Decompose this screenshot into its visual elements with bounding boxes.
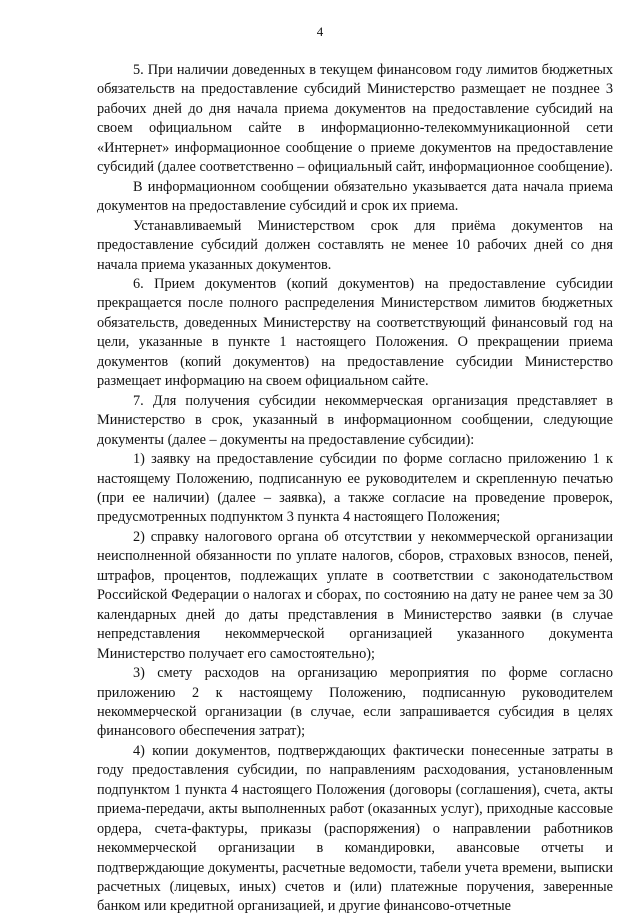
page-number: 4 [316,24,324,39]
paragraph-7-item-2: 2) справку налогового органа об отсутствии у некоммерческой организации неисполненной обязанности по уплате налогов, сборов, страховых взносов, пеней, штрафов, процентов, подлежащих уплате в соответствии с законодательством Российской Федерации о налогах и сборах, по состоянию на дату не ранее чем за 30 календарных дней до даты представления в Министерство заявки (в случае непредставления некоммерческой организацией указанного документа Министерство получает его самостоятельно); [97,528,613,662]
paragraph-7-item-3: 3) смету расходов на организацию мероприятия по форме согласно приложению 2 к настоящему Положению, подписанную руководителем некоммерческой организации (в случае, если запрашивается субсидия в целях финансового обеспечения затрат); [97,665,613,740]
paragraph-5-dates: В информационном сообщении обязательно указывается дата начала приема документов на предоставление субсидий и срок их приема. [97,178,613,215]
paragraph-6-termination: 6. Прием документов (копий документов) на предоставление субсидии прекращается после полного распределения Министерством лимитов бюджетных обязательств, доведенных Министерству на соответствующий финансовый год на цели, указанные в пункте 1 настоящего Положения. О прекращении приема документов (копий документов) на предоставление субсидии Министерство размещает информацию на своем официальном сайте. [97,275,613,390]
document-body [97,61,613,917]
paragraph-7-item-1: 1) заявку на предоставление субсидии по форме согласно приложению 1 к настоящему Положению, подписанную ее руководителем и скрепленную печатью (при ее наличии) (далее – заявка), а также согласие на проведение проверок, предусмотренных подпунктом 3 пункта 4 настоящего Положения; [97,451,613,526]
paragraph-5-notice: 5. При наличии доведенных в текущем финансовом году лимитов бюджетных обязательств на предоставление субсидий Министерство размещает не позднее 3 рабочих дней до дня начала приема документов на предоставление субсидий на своем официальном сайте в информационно-телекоммуникационной сети «Интернет» информационное сообщение о приеме документов на предоставление субсидий (далее соответственно – официальный сайт, информационное сообщение). [97,62,613,176]
paragraph-7-intro: 7. Для получения субсидии некоммерческая организация представляет в Министерство в срок, указанный в информационном сообщении, следующие документы (далее – документы на предоставление субсидии): [97,392,613,448]
paragraph-5-term: Устанавливаемый Министерством срок для приёма документов на предоставление субсидий должен составлять не менее 10 рабочих дней со дня начала приема указанных документов. [97,217,613,273]
paragraph-7-item-4: 4) копии документов, подтверждающих фактически понесенные затраты в году предоставления субсидии, по направлениям расходования, установленным подпунктом 1 пункта 4 настоящего Положения (договоры (соглашения), счета, акты приема-передачи, акты выполненных работ (оказанных услуг), приходные кассовые ордера, счета-фактуры, приказы (распоряжения) о направлении работников некоммерческой организации в командировки, авансовые отчеты и подтверждающие документы, расчетные ведомости, табели учета времени, выписки расчетных (лицевых, иных) счетов и (или) платежные поручения, заверенные банком или кредитной организацией, и другие финансово-отчетные [97,742,613,915]
